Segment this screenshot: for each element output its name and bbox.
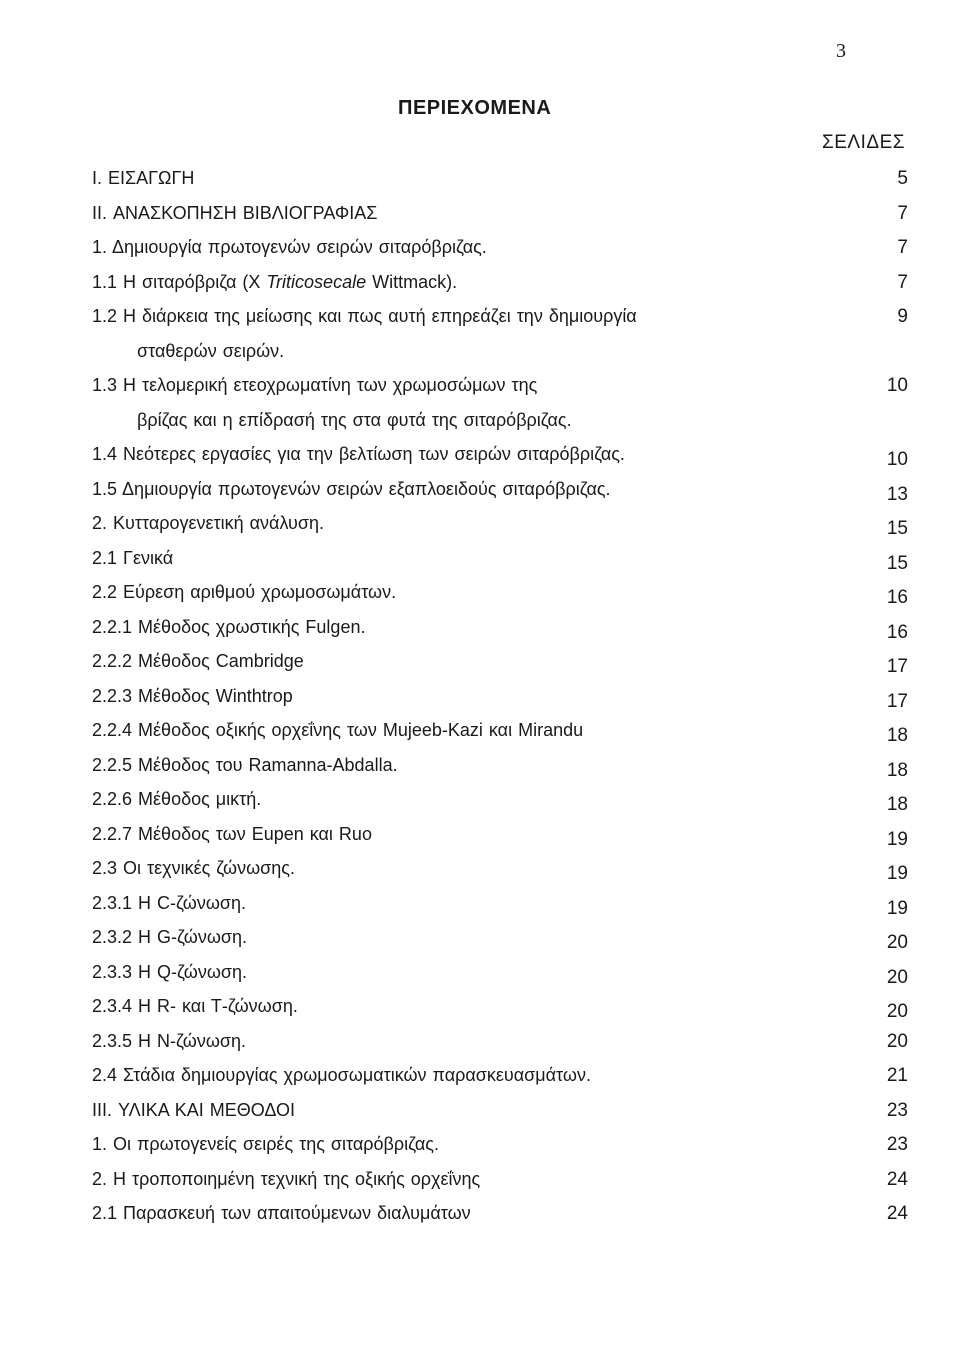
toc-entry-page: 24	[886, 1203, 908, 1224]
toc-entry	[0, 919, 960, 954]
toc-entry-page: 20	[886, 966, 908, 988]
toc-entry-label: II. ΑΝΑΣΚΟΠΗΣΗ ΒΙΒΛΙΟΓΡΑΦΙΑΣ	[92, 202, 378, 223]
toc-entry-label: 2. Η τροποποιημένη τεχνική της οξικής ορχεΐνης	[92, 1168, 481, 1189]
toc-entry-label: 2.2.6 Μέθοδος μικτή.	[92, 789, 262, 809]
toc-entry-page: 9	[897, 306, 908, 327]
toc-entry	[0, 781, 960, 816]
toc-entry-label: 2.2.3 Μέθοδος Winthtrop	[92, 685, 293, 706]
toc-entry	[0, 540, 960, 575]
toc-entry-page: 13	[886, 483, 908, 505]
toc-entry-label: 2.3.1 Η C-ζώνωση.	[92, 892, 246, 913]
toc-entries	[0, 160, 960, 1230]
toc-entry-page: 15	[886, 552, 908, 574]
toc-entry-page: 17	[886, 656, 908, 677]
toc-entry	[0, 988, 960, 1023]
toc-entry-label: 2.2.4 Μέθοδος οξικής ορχεΐνης των Mujeeb-Kazi και Mirandu	[92, 720, 584, 740]
toc-entry-continuation	[0, 402, 960, 437]
toc-entry	[0, 712, 960, 747]
toc-entry-page: 18	[886, 794, 908, 815]
toc-entry-page: 7	[897, 237, 908, 258]
toc-entry	[0, 264, 960, 299]
toc-entry-page: 20	[886, 1001, 908, 1022]
toc-entry-label: 2.2.2 Μέθοδος Cambridge	[92, 651, 304, 671]
toc-entry	[0, 574, 960, 609]
toc-entry-label: σταθερών σειρών.	[137, 340, 285, 361]
toc-entry	[0, 1161, 960, 1196]
toc-entry-label: 1.5 Δημιουργία πρωτογενών σειρών εξαπλοειδούς σιταρόβριζας.	[92, 478, 611, 499]
toc-entry	[0, 850, 960, 885]
toc-entry-label: βρίζας και η επίδρασή της στα φυτά της σιταρόβριζας.	[137, 409, 572, 430]
toc-entry-label: 1.3 Η τελομερική ετεοχρωματίνη των χρωμοσώμων της	[92, 375, 538, 395]
toc-entry-label-part: Wittmack).	[366, 271, 458, 292]
toc-entry-page: 17	[886, 690, 908, 712]
toc-entry-label: 2.3.2 Η G-ζώνωση.	[92, 927, 247, 947]
toc-entry-label: 2.4 Στάδια δημιουργίας χρωμοσωματικών παρασκευασμάτων.	[92, 1065, 591, 1085]
toc-entry-page: 10	[886, 449, 908, 470]
toc-entry-continuation	[0, 333, 960, 368]
toc-entry	[0, 436, 960, 471]
toc-entry-page: 7	[897, 271, 908, 293]
toc-entry-page: 15	[886, 518, 908, 539]
toc-entry	[0, 643, 960, 678]
toc-entry-label: 1.2 Η διάρκεια της μείωσης και πως αυτή επηρεάζει την δημιουργία	[92, 306, 637, 326]
toc-entry-page: 10	[886, 375, 908, 396]
toc-entry-page: 24	[886, 1168, 908, 1190]
toc-entry-label: 1. Δημιουργία πρωτογενών σειρών σιταρόβριζας.	[92, 237, 487, 257]
toc-entry-page: 16	[886, 587, 908, 608]
toc-entry-page: 7	[897, 202, 908, 224]
toc-entry-page: 19	[886, 863, 908, 884]
toc-entry	[0, 954, 960, 989]
toc-entry-label: 2.1 Γενικά	[92, 547, 174, 568]
toc-entry-page: 19	[886, 828, 908, 850]
toc-entry-label: III. ΥΛΙΚΑ ΚΑΙ ΜΕΘΟΔΟΙ	[92, 1099, 296, 1120]
toc-entry	[0, 160, 960, 195]
toc-entry-label: 2.3 Οι τεχνικές ζώνωσης.	[92, 858, 295, 878]
toc-entry	[0, 1092, 960, 1127]
toc-entry	[0, 195, 960, 230]
toc-entry-label: 2.2.7 Μέθοδος των Eupen και Ruo	[92, 823, 372, 844]
toc-entry	[0, 747, 960, 782]
toc-entry-page: 18	[886, 759, 908, 781]
toc-entry-page: 23	[886, 1134, 908, 1155]
toc-entry-page: 23	[886, 1099, 908, 1121]
toc-entry	[0, 298, 960, 333]
toc-entry-label: 2.1 Παρασκευή των απαιτούμενων διαλυμάτων	[92, 1203, 471, 1223]
toc-entry-page: 20	[886, 932, 908, 953]
toc-entry-page: 21	[886, 1065, 908, 1086]
toc-entry-page: 5	[897, 168, 908, 189]
toc-entry	[0, 1195, 960, 1230]
toc-entry-label	[92, 272, 457, 293]
toc-entry-page: 16	[886, 621, 908, 643]
toc-entry-label: 1. Οι πρωτογενείς σειρές της σιταρόβριζας.	[92, 1134, 439, 1154]
toc-entry-label: 2.2.5 Μέθοδος του Ramanna-Abdalla.	[92, 754, 398, 775]
toc-entry-label: 2.3.4 Η R- και Τ-ζώνωση.	[92, 996, 298, 1016]
toc-entry-page: 19	[886, 897, 908, 919]
toc-entry-label: 2.2.1 Μέθοδος χρωστικής Fulgen.	[92, 616, 366, 637]
toc-entry-label-italic: Triticosecale	[266, 271, 367, 292]
toc-entry	[0, 471, 960, 506]
toc-entry-label: 2. Κυτταρογενετική ανάλυση.	[92, 513, 325, 533]
toc-entry-label: I. ΕΙΣΑΓΩΓΗ	[92, 168, 195, 188]
toc-title: ΠΕΡΙΕΧΟΜΕΝΑ	[398, 97, 552, 119]
toc-entry	[0, 816, 960, 851]
toc-entry-label: 2.3.3 Η Q-ζώνωση.	[92, 961, 247, 982]
toc-entry	[0, 1057, 960, 1092]
toc-entry	[0, 1126, 960, 1161]
toc-entry-page: 20	[886, 1030, 908, 1052]
toc-entry-page: 18	[886, 725, 908, 746]
toc-entry	[0, 229, 960, 264]
toc-entry-label: 2.3.5 Η Ν-ζώνωση.	[92, 1030, 246, 1051]
toc-entry	[0, 609, 960, 644]
toc-entry	[0, 1023, 960, 1058]
toc-entry-label: 1.4 Νεότερες εργασίες για την βελτίωση των σειρών σιταρόβριζας.	[92, 444, 625, 464]
toc-entry	[0, 678, 960, 713]
toc-entry-label: 2.2 Εύρεση αριθμού χρωμοσωμάτων.	[92, 582, 397, 602]
toc-entry	[0, 367, 960, 402]
toc-entry-label-part: 1.1 Η σιταρόβριζα (X	[92, 271, 267, 292]
pages-column-header: ΣΕΛΙΔΕΣ	[822, 132, 905, 153]
toc-entry	[0, 505, 960, 540]
toc-entry	[0, 885, 960, 920]
page-number: 3	[836, 40, 846, 62]
